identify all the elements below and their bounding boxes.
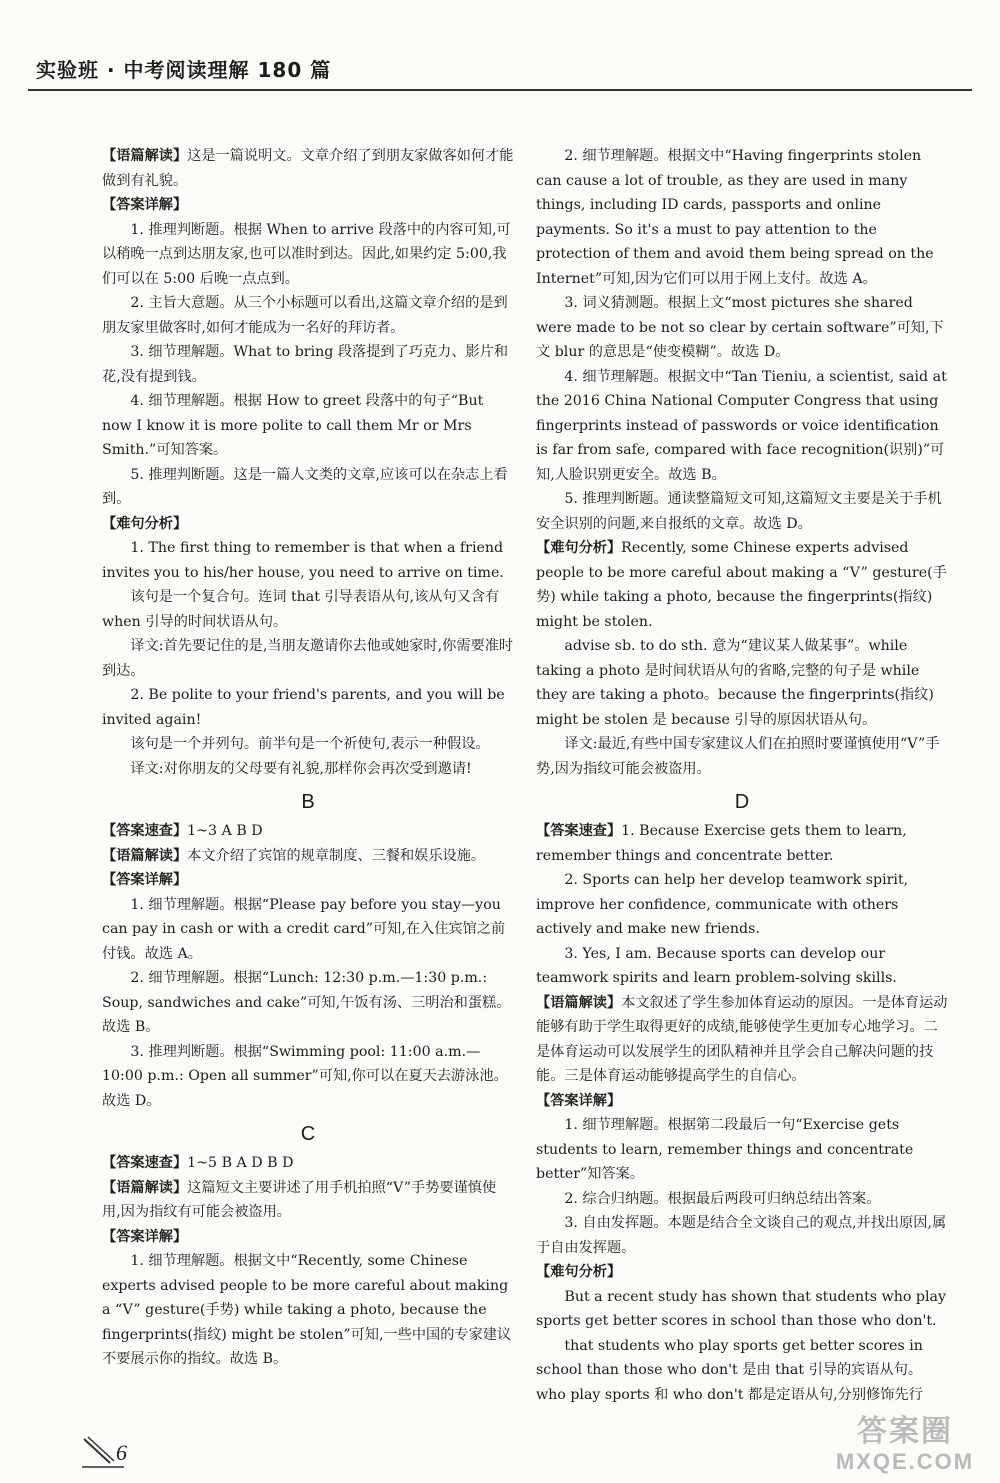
watermark-url: MXQE.COM <box>835 1449 975 1474</box>
answer-key: 3. Yes, I am. Because sports can develop our teamwork spirits and learn problem-solving skills. <box>536 945 897 986</box>
answer-explanation: 3. 词义猜测题。根据上文“most pictures she shared were made to be not so clear by certain software”可知,下文 blur 的意思是“使变模糊”。故选 D。 <box>536 295 944 360</box>
right-column <box>536 144 948 1407</box>
answer-explanation: 5. 推理判断题。通读整篇短文可知,这篇短文主要是关于手机安全识别的问题,来自报纸的文章。故选 D。 <box>536 491 942 532</box>
answer-explanation: 4. 细节理解题。根据 How to greet 段落中的句子“But now I know it is more polite to call them Mr or Mrs Smith.”可知答案。 <box>102 393 484 458</box>
section-tag: 【语篇解读】 <box>102 148 188 164</box>
sentence-analysis: 译文:最近,有些中国专家建议人们在拍照时要谨慎使用“V”手势,因为指纹可能会被盗用。 <box>536 736 940 777</box>
answer-explanation: 2. 细节理解题。根据文中“Having fingerprints stolen can cause a lot of trouble, as they are used in many things, including ID cards, passports and online payments. So it's a must to pay attention to the protection of them and avoid them being spread on the Internet”可知,因为它们可以用于网上支付。故选 A。 <box>536 148 934 287</box>
answer-explanation: 1. 推理判断题。根据 When to arrive 段落中的内容可知,可以稍晚一点到达朋友家,也可以准时到达。因此,如果约定 5:00,我们可以在 5:00 后晚一点点到。 <box>102 221 511 287</box>
sentence-analysis: 2. Be polite to your friend's parents, and you will be invited again! <box>102 687 505 728</box>
section-tag: 【答案详解】 <box>102 872 188 888</box>
section-letter-c: C <box>300 1123 316 1145</box>
page-number: 6 <box>116 1440 127 1465</box>
answer-explanation: 3. 自由发挥题。本题是结合全文谈自己的观点,并找出原因,属于自由发挥题。 <box>536 1215 947 1256</box>
sentence-analysis: that students who play sports get better scores in school than those who don't 是由 that 引导的宾语从句。who play sports 和 who don't 都是定语从句,分别修饰先行 <box>536 1337 923 1403</box>
section-letter-b: B <box>301 791 315 813</box>
section-letter-d: D <box>734 791 750 813</box>
answer-explanation: 1. 细节理解题。根据文中“Recently, some Chinese experts advised people to be more careful about making a “V” gesture(手势) while taking a photo, because the fingerprints(指纹) might be stolen”可知,一些中国的专家建议不要展示你的指纹。故选 B。 <box>102 1253 512 1367</box>
passage-summary: 这是一篇说明文。文章介绍了到朋友家做客如何才能做到有礼貌。 <box>102 148 514 189</box>
section-tag: 【答案速查】 <box>102 823 188 839</box>
answer-explanation: 4. 细节理解题。根据文中“Tan Tieniu, a scientist, said at the 2016 China National Computer Congress that using fingerprints instead of passwords or voice identification is far from safe, compared with face recognition(识别)”可知,人脸识别更安全。故选 B。 <box>536 368 947 483</box>
sentence-analysis: 该句是一个复合句。连词 that 引导表语从句,该从句又含有 when 引导的时间状语从句。 <box>102 589 500 630</box>
section-tag: 【语篇解读】 <box>536 994 622 1011</box>
answer-explanation: 5. 推理判断题。这是一篇人文类的文章,应该可以在杂志上看到。 <box>102 466 508 507</box>
watermark-logo: 答案圈 <box>857 1415 953 1448</box>
answer-key: 2. Sports can help her develop teamwork spirit, improve her confidence, communicate with others actively and make new friends. <box>536 872 909 937</box>
section-tag: 【答案速查】 <box>536 823 622 839</box>
left-column <box>102 144 514 1372</box>
sentence-analysis: advise sb. to do sth. 意为“建议某人做某事”。while taking a photo 是时间状语从句的省略,完整的句子是 while they are taking a photo。because the fingerprints(指纹) might be stolen 是 because 引导的原因状语从句。 <box>536 638 934 728</box>
book-title: 实验班 · 中考阅读理解 180 篇 <box>36 58 332 82</box>
answer-explanation: 2. 主旨大意题。从三个小标题可以看出,这篇文章介绍的是到朋友家里做客时,如何才能成为一名好的拜访者。 <box>102 295 508 336</box>
running-header <box>28 54 972 91</box>
answer-explanation: 2. 综合归纳题。根据最后两段可归纳总结出答案。 <box>564 1190 881 1207</box>
answer-explanation: 3. 推理判断题。根据“Swimming pool: 11:00 a.m.—10:00 p.m.: Open all summer”可知,你可以在夏天去游泳池。故选 D。 <box>102 1043 508 1109</box>
answer-key: 1~3 A B D <box>187 823 263 839</box>
answer-explanation: 1. 细节理解题。根据“Please pay before you stay—you can pay in cash or with a credit card”可知,在入住宾馆之前付钱。故选 A。 <box>102 896 506 962</box>
sentence-analysis: Recently, some Chinese experts advised people to be more careful about making a “V” gesture(手势) while taking a photo, because the fingerprints(指纹) might be stolen. <box>536 540 947 630</box>
section-tag: 【难句分析】 <box>536 540 622 556</box>
sentence-analysis: 译文:首先要记住的是,当朋友邀请你去他或她家时,你需要准时到达。 <box>102 638 514 679</box>
answer-explanation: 2. 细节理解题。根据“Lunch: 12:30 p.m.—1:30 p.m.: Soup, sandwiches and cake”可知,午饭有汤、三明治和蛋糕。故选 B。 <box>102 970 511 1035</box>
sentence-analysis: 译文:对你朋友的父母要有礼貌,那样你会再次受到邀请! <box>130 760 472 777</box>
sentence-analysis: 1. The first thing to remember is that when a friend invites you to his/her house, you need to arrive on time. <box>102 540 504 581</box>
section-tag: 【答案详解】 <box>102 197 188 213</box>
section-tag: 【答案详解】 <box>536 1092 622 1109</box>
section-tag: 【语篇解读】 <box>102 847 188 864</box>
sentence-analysis: But a recent study has shown that students who play sports get better scores in school than those who don't. <box>536 1288 947 1329</box>
answer-key: 1~5 B A D B D <box>187 1155 294 1171</box>
watermark <box>820 1414 990 1474</box>
answer-explanation: 3. 细节理解题。What to bring 段落提到了巧克力、影片和花,没有提到钱。 <box>102 344 509 385</box>
passage-summary: 本文介绍了宾馆的规章制度、三餐和娱乐设施。 <box>187 847 486 864</box>
answer-explanation: 1. 细节理解题。根据第二段最后一句“Exercise gets students to learn, remember things and concentrate better”知答案。 <box>536 1117 914 1182</box>
section-tag: 【语篇解读】 <box>102 1179 188 1196</box>
section-tag: 【答案速查】 <box>102 1155 188 1171</box>
passage-summary: 本文叙述了学生参加体育运动的原因。一是体育运动能够有助于学生取得更好的成绩,能够使学生更加专心地学习。二是体育运动可以发展学生的团队精神并且学会自己解决问题的技能。三是体育运动能够提高学生的自信心。 <box>536 994 948 1084</box>
sentence-analysis: 该句是一个并列句。前半句是一个祈使句,表示一种假设。 <box>130 736 490 752</box>
section-tag: 【难句分析】 <box>536 1264 622 1280</box>
section-tag: 【难句分析】 <box>102 515 188 532</box>
section-tag: 【答案详解】 <box>102 1228 188 1245</box>
passage-summary: 这篇短文主要讲述了用手机拍照“V”手势要谨慎使用,因为指纹有可能会被盗用。 <box>102 1179 497 1220</box>
answer-key: 1. Because Exercise gets them to learn, remember things and concentrate better. <box>536 823 907 864</box>
